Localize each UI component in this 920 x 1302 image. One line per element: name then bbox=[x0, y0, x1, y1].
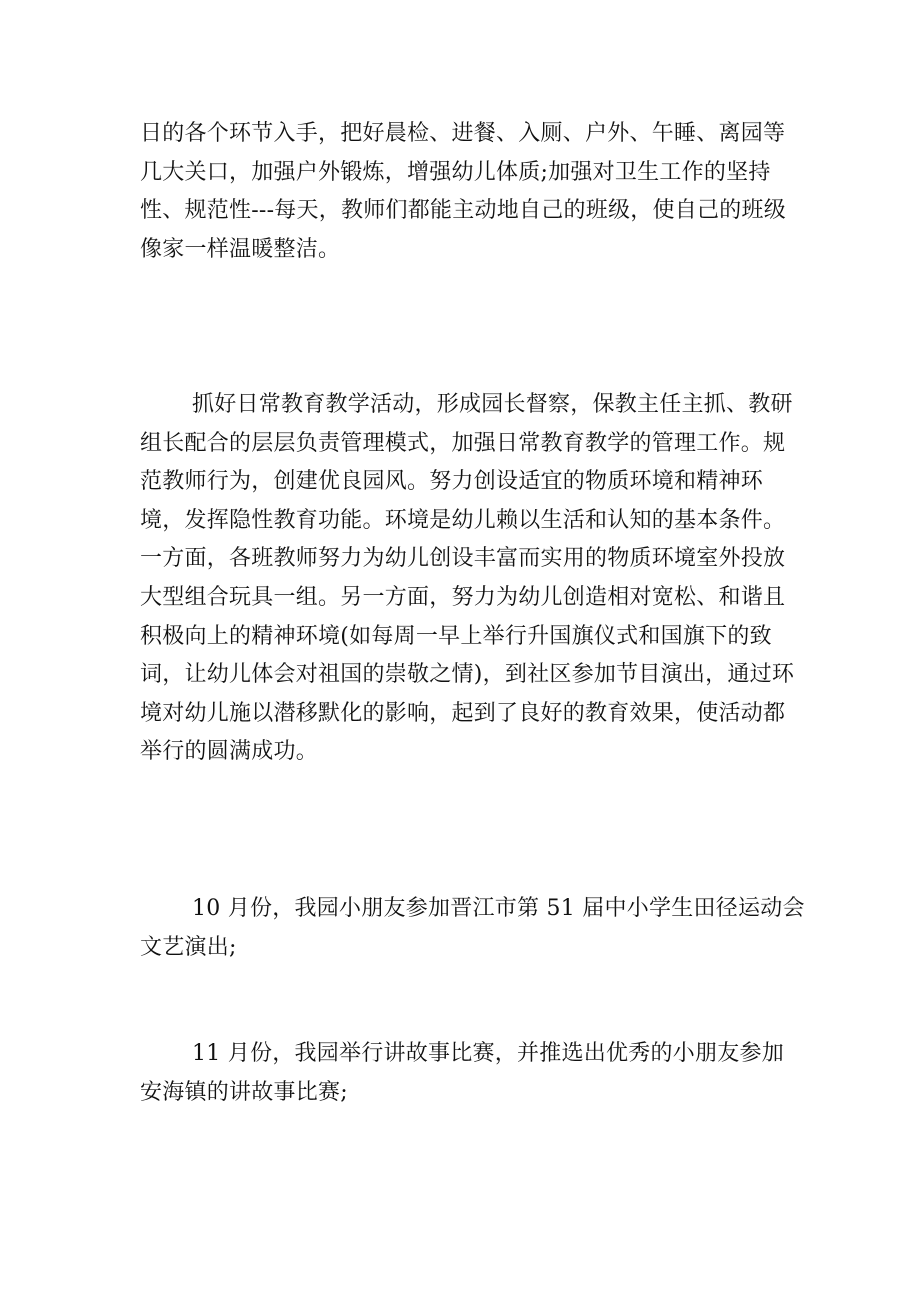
paragraph-october bbox=[140, 890, 805, 967]
paragraph-line: 安海镇的讲故事比赛; bbox=[140, 1079, 348, 1105]
paragraph-line: 日的各个环节入手，把好晨检、进餐、入厕、户外、午睡、离园等 bbox=[140, 121, 786, 146]
paragraph-line: 文艺演出; bbox=[140, 934, 237, 960]
paragraph-education bbox=[140, 386, 795, 772]
paragraph-november bbox=[140, 1035, 784, 1112]
paragraph-line: 10 月份，我园小朋友参加晋江市第 51 届中小学生田径运动会 bbox=[192, 896, 805, 921]
paragraph-line: 11 月份，我园举行讲故事比赛，并推选出优秀的小朋友参加 bbox=[192, 1041, 784, 1066]
paragraph-line: 范教师行为，创建优良园风。努力创设适宜的物质环境和精神环 bbox=[140, 469, 764, 495]
paragraph-line: 性、规范性---每天，教师们都能主动地自己的班级，使自己的班级 bbox=[140, 198, 787, 224]
paragraph-line: 组长配合的层层负责管理模式，加强日常教育教学的管理工作。规 bbox=[140, 430, 786, 456]
paragraph-line: 词，让幼儿体会对祖国的崇敬之情)，到社区参加节目演出，通过环 bbox=[140, 662, 795, 688]
paragraph-line: 举行的圆满成功。 bbox=[140, 739, 319, 765]
paragraph-line: 大型组合玩具一组。另一方面，努力为幼儿创造相对宽松、和谐且 bbox=[140, 584, 786, 610]
paragraph-line: 积极向上的精神环境(如每周一早上举行升国旗仪式和国旗下的致 bbox=[140, 623, 772, 649]
paragraph-line: 抓好日常教育教学活动，形成园长督察，保教主任主抓、教研 bbox=[192, 392, 793, 417]
paragraph-line: 一方面，各班教师努力为幼儿创设丰富而实用的物质环境室外投放 bbox=[140, 546, 786, 572]
paragraph-line: 境对幼儿施以潜移默化的影响，起到了良好的教育效果，使活动都 bbox=[140, 700, 786, 726]
paragraph-hygiene bbox=[140, 115, 787, 269]
paragraph-line: 几大关口，加强户外锻炼，增强幼儿体质;加强对卫生工作的坚持 bbox=[140, 159, 771, 185]
paragraph-line: 境，发挥隐性教育功能。环境是幼儿赖以生活和认知的基本条件。 bbox=[140, 507, 786, 533]
paragraph-line: 像家一样温暖整洁。 bbox=[140, 236, 341, 262]
